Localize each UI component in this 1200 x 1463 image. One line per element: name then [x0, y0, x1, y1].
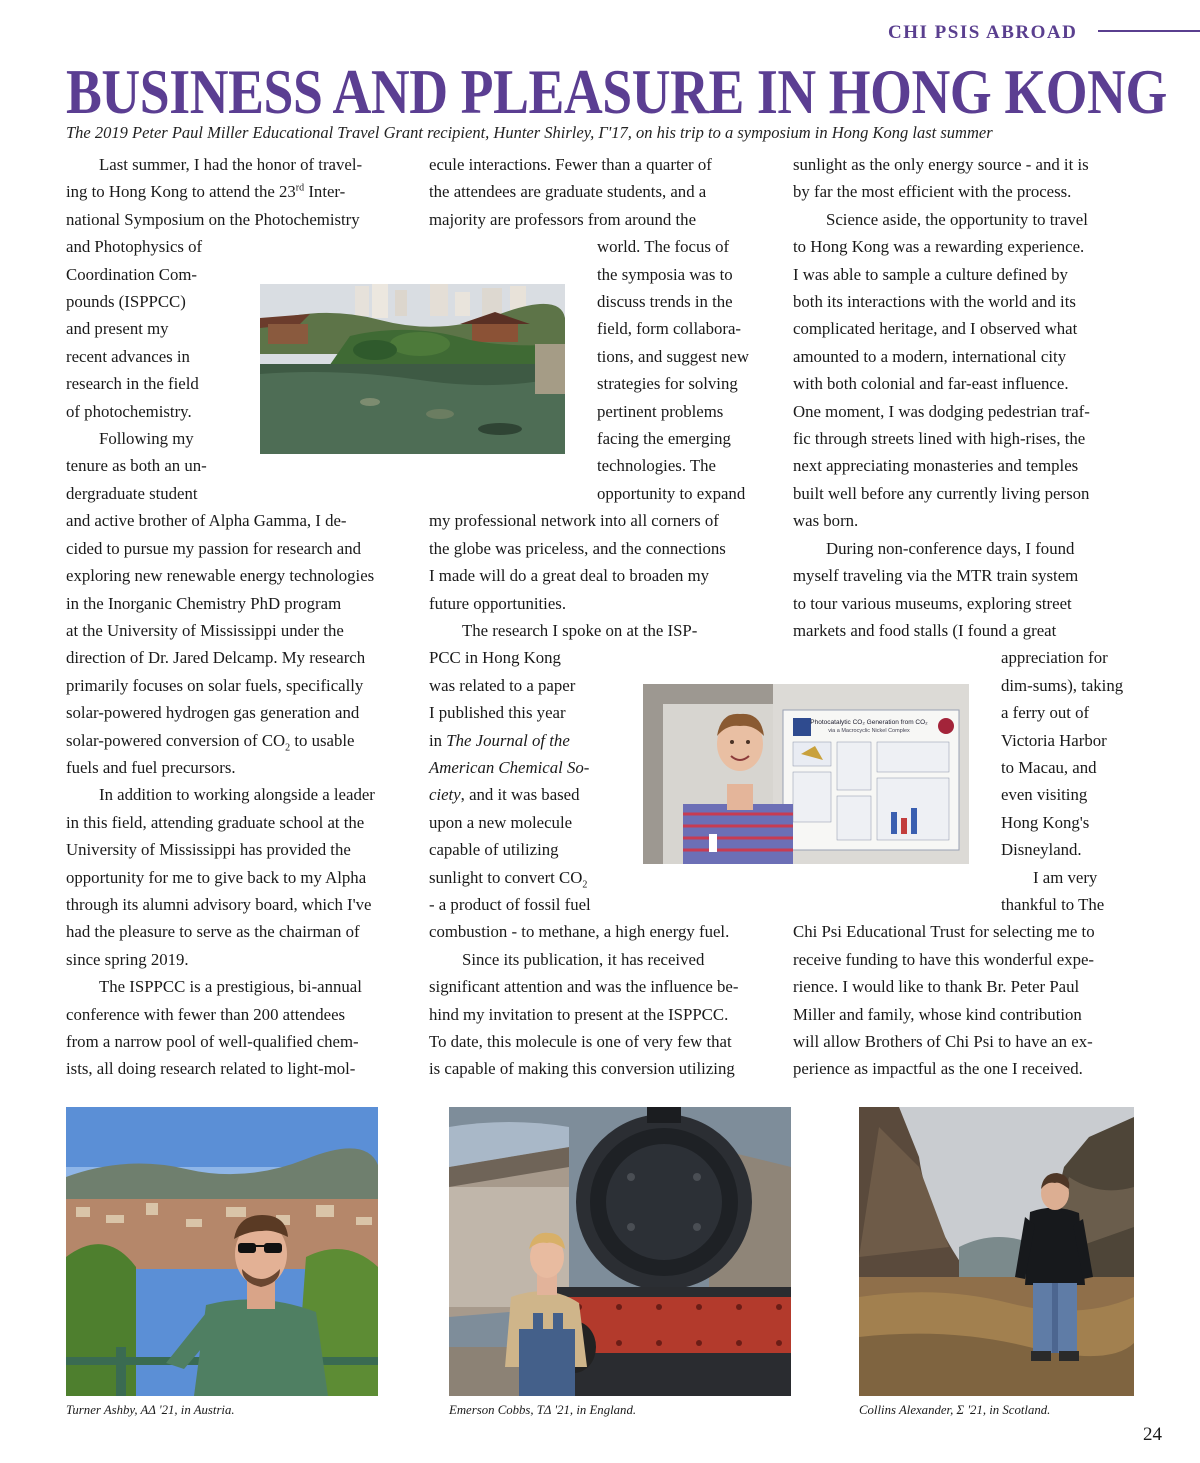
- scotland-photo: [859, 1107, 1134, 1396]
- poster-presentation-photo: [643, 684, 969, 864]
- body-line: future opportunities.: [429, 593, 567, 613]
- body-line: strategies for solving: [597, 374, 738, 394]
- body-line: and present my: [66, 319, 169, 339]
- body-line: the symposia was to: [597, 264, 733, 284]
- body-line: To date, this molecule is one of very few that: [429, 1032, 732, 1051]
- body-line: to Hong Kong was a rewarding experience.: [793, 237, 1085, 257]
- subscript: 2: [582, 878, 588, 890]
- body-line: tenure as both an un-: [66, 456, 207, 476]
- poster-subtitle: via a Macrocyclic Nickel Complex: [828, 728, 910, 734]
- body-line: in this field, attending graduate school at the: [66, 812, 365, 832]
- section-label: CHI PSIS ABROAD: [888, 22, 1078, 43]
- body-line: Disneyland.: [1001, 840, 1082, 860]
- body-line: primarily focuses on solar fuels, specifically: [66, 675, 364, 695]
- body-line: ecule interactions. Fewer than a quarter of: [429, 155, 712, 174]
- body-line: opportunity to expand: [597, 483, 746, 503]
- body-line: appreciation for: [1001, 648, 1108, 668]
- body-line: Last summer, I had the honor of travel-: [99, 155, 363, 174]
- body-line: the globe was priceless, and the connections: [429, 538, 726, 558]
- subtitle: The 2019 Peter Paul Miller Educational Travel Grant recipient, Hunter Shirley, Γ'17, on his trip to a symposium in Hong Kong last summer: [66, 123, 993, 142]
- austria-photo: [66, 1107, 378, 1396]
- body-line: sunlight as the only energy source - and it is: [793, 155, 1089, 174]
- body-line: amounted to a modern, international city: [793, 346, 1067, 366]
- body-line: thankful to The: [1001, 894, 1105, 914]
- superscript: rd: [295, 182, 305, 194]
- body-line: built well before any currently living person: [793, 483, 1090, 503]
- body-line: from a narrow pool of well-qualified chem-: [66, 1032, 359, 1051]
- body-line: field, form collabora-: [597, 319, 741, 339]
- body-line: by far the most efficient with the process.: [793, 182, 1072, 202]
- subscript: 2: [285, 741, 291, 753]
- body-line: receive funding to have this wonderful expe-: [793, 949, 1095, 969]
- body-line: markets and food stalls (I found a great: [793, 620, 1057, 640]
- body-line: fic through streets lined with high-rises, the: [793, 429, 1086, 449]
- body-line: exploring new renewable energy technologies: [66, 566, 375, 586]
- body-line: - a product of fossil fuel: [429, 894, 591, 914]
- body-line: sunlight to convert CO: [429, 867, 583, 887]
- body-line: The research I spoke on at the ISP-: [462, 620, 698, 640]
- body-line: In addition to working alongside a leader: [99, 785, 375, 805]
- body-line: and active brother of Alpha Gamma, I de-: [66, 511, 347, 531]
- body-line: Victoria Harbor: [1001, 730, 1107, 750]
- body-line: I published this year: [429, 703, 566, 723]
- body-line: discuss trends in the: [597, 292, 733, 312]
- body-line: hind my invitation to present at the ISPPCC.: [429, 1004, 729, 1024]
- body-line: University of Mississippi has provided the: [66, 840, 351, 860]
- caption-england: Emerson Cobbs, TΔ '21, in England.: [449, 1403, 637, 1417]
- body-line: through its alumni advisory board, which I've: [66, 894, 372, 914]
- body-line: both its interactions with the world and its: [793, 292, 1076, 312]
- body-line: fuels and fuel precursors.: [66, 757, 236, 777]
- journal-name: ciety: [429, 785, 461, 805]
- body-line: facing the emerging: [597, 429, 731, 449]
- body-line: a ferry out of: [1001, 703, 1090, 723]
- body-line: Since its publication, it has received: [462, 949, 705, 969]
- body-line: ists, all doing research related to light-mol-: [66, 1059, 356, 1079]
- body-line: ing to Hong Kong to attend the 23: [66, 182, 296, 202]
- body-line: solar-powered conversion of CO: [66, 730, 286, 750]
- body-line: since spring 2019.: [66, 949, 189, 969]
- body-line: cided to pursue my passion for research and: [66, 538, 361, 558]
- body-line: myself traveling via the MTR train system: [793, 566, 1079, 586]
- journal-name: The Journal of the: [446, 730, 570, 750]
- body-line: Chi Psi Educational Trust for selecting me to: [793, 922, 1095, 942]
- body-line: and Photophysics of: [66, 237, 203, 257]
- body-line: pounds (ISPPCC): [66, 292, 186, 312]
- body-line: solar-powered hydrogen gas generation and: [66, 703, 360, 723]
- body-line: pertinent problems: [597, 401, 724, 421]
- body-line: One moment, I was dodging pedestrian traf-: [793, 401, 1090, 421]
- body-line: of photochemistry.: [66, 401, 192, 421]
- body-line: technologies. The: [597, 456, 716, 476]
- body-line: Hong Kong's: [1001, 812, 1090, 832]
- body-line: , and it was based: [460, 785, 580, 805]
- page-number: 24: [1143, 1424, 1162, 1445]
- body-line: I was able to sample a culture defined by: [793, 264, 1068, 284]
- body-line: was born.: [793, 511, 859, 531]
- body-line: had the pleasure to serve as the chairman of: [66, 922, 360, 942]
- body-line: Miller and family, whose kind contribution: [793, 1004, 1082, 1024]
- body-line: Science aside, the opportunity to travel: [826, 209, 1088, 229]
- body-line: even visiting: [1001, 785, 1088, 805]
- body-line: The ISPPCC is a prestigious, bi-annual: [99, 977, 362, 997]
- body-line: tions, and suggest new: [597, 346, 749, 366]
- body-line: Following my: [99, 429, 194, 449]
- body-line: world. The focus of: [597, 237, 730, 257]
- caption-scotland: Collins Alexander, Σ '21, in Scotland.: [859, 1403, 1051, 1417]
- body-line: with both colonial and far-east influence.: [793, 374, 1069, 394]
- body-line: is capable of making this conversion utilizing: [429, 1059, 735, 1079]
- body-line: next appreciating monasteries and temples: [793, 456, 1079, 476]
- body-line: in: [429, 730, 447, 750]
- body-line: perience as impactful as the one I received.: [793, 1059, 1083, 1079]
- body-line: upon a new molecule: [429, 812, 573, 832]
- caption-austria: Turner Ashby, AΔ '21, in Austria.: [66, 1403, 235, 1417]
- body-line: will allow Brothers of Chi Psi to have an ex-: [793, 1032, 1093, 1051]
- body-line: direction of Dr. Jared Delcamp. My research: [66, 648, 366, 668]
- body-line: PCC in Hong Kong: [429, 648, 561, 668]
- body-line: majority are professors from around the: [429, 209, 697, 229]
- body-line: capable of utilizing: [429, 840, 559, 860]
- body-line: was related to a paper: [429, 675, 576, 695]
- journal-name: American Chemical So-: [429, 757, 590, 777]
- body-line: in the Inorganic Chemistry PhD program: [66, 593, 342, 613]
- body-line: to tour various museums, exploring street: [793, 593, 1072, 613]
- body-line: significant attention and was the influence be-: [429, 977, 739, 997]
- poster-title: Photocatalytic CO₂ Generation from CO₂: [810, 719, 928, 726]
- body-line: research in the field: [66, 374, 199, 394]
- body-line: recent advances in: [66, 346, 190, 366]
- body-line: Inter-: [304, 182, 346, 202]
- section-rule: [1098, 30, 1200, 32]
- body-line: Coordination Com-: [66, 264, 197, 284]
- article-column-3: [793, 151, 1138, 1083]
- body-line: During non-conference days, I found: [826, 538, 1075, 558]
- england-photo: [449, 1107, 791, 1396]
- body-line: opportunity for me to give back to my Alpha: [66, 867, 367, 887]
- body-line: I am very: [1033, 867, 1098, 887]
- body-line: conference with fewer than 200 attendees: [66, 1004, 346, 1024]
- body-line: the attendees are graduate students, and a: [429, 182, 707, 202]
- body-line: at the University of Mississippi under the: [66, 620, 344, 640]
- body-line: combustion - to methane, a high energy fuel.: [429, 922, 730, 942]
- body-line: complicated heritage, and I observed what: [793, 319, 1078, 339]
- body-line: dim-sums), taking: [1001, 675, 1124, 695]
- body-line: to Macau, and: [1001, 757, 1097, 777]
- body-line: to usable: [290, 730, 355, 750]
- body-line: rience. I would like to thank Br. Peter Paul: [793, 977, 1080, 997]
- body-line: I made will do a great deal to broaden my: [429, 566, 710, 586]
- headline: BUSINESS AND PLEASURE IN HONG KONG: [66, 57, 1167, 127]
- body-line: my professional network into all corners of: [429, 511, 719, 531]
- body-line: national Symposium on the Photochemistry: [66, 209, 360, 229]
- hong-kong-garden-photo: [260, 284, 565, 454]
- body-line: dergraduate student: [66, 483, 198, 503]
